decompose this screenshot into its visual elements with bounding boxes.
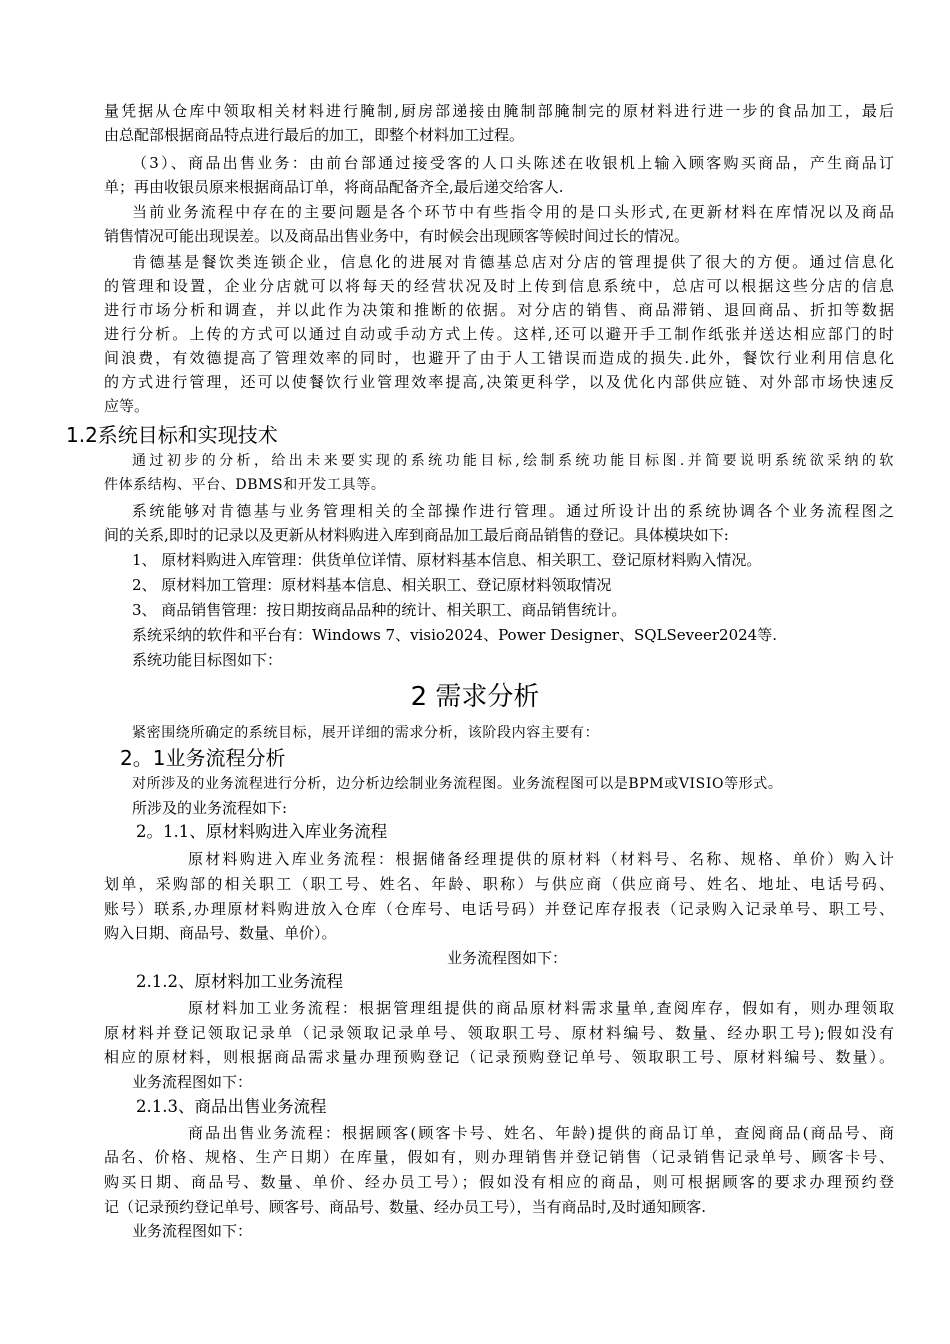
paragraph-line: 购入日期、商品号、数量、单价）。 [104, 924, 337, 942]
paragraph-line: 间的关系,即时的记录以及更新从材料购进入库到商品加工最后商品销售的登记。具体模块如下: [104, 526, 729, 544]
paragraph-line: 账号）联系,办理原材料购进放入仓库（仓库号、电话号码）并登记库存报表（记录购入记录单号、职工号、 [104, 900, 894, 918]
paragraph-line: 品名、价格、规格、生产日期）在库量，假如有，则办理销售并登记销售（记录销售记录单号、顾客卡号、 [104, 1148, 894, 1166]
paragraph-line: 相应的原材料，则根据商品需求量办理预购登记（记录预购登记单号、领取职工号、原材料编号、数量）。 [104, 1048, 894, 1066]
paragraph-line: 原材料购进入库业务流程：根据储备经理提供的原材料（材料号、名称、规格、单价）购入计 [188, 850, 894, 868]
section-heading-1-2: 1.2系统目标和实现技术 [66, 423, 278, 447]
paragraph-line: 所涉及的业务流程如下: [132, 799, 288, 817]
paragraph-line: 原材料并登记领取记录单（记录领取记录单号、领取职工号、原材料编号、数量、经办职工号);假如没有 [104, 1024, 894, 1042]
paragraph-line: 购买日期、商品号、数量、单价、经办员工号）；假如没有相应的商品，则可根据顾客的要求办理预约登 [104, 1173, 894, 1191]
paragraph-line: （3）、商品出售业务：由前台部通过接受客的人口头陈述在收银机上输入顾客购买商品，产生商品订 [132, 154, 894, 172]
paragraph-line: 记（记录预约登记单号、顾客号、商品号、数量、经办员工号），当有商品时,及时通知顾客. [104, 1198, 707, 1216]
instruction-note: 通过初步的分析，给出未来要实现的系统功能目标,绘制系统功能目标图.并简要说明系统欲采纳的软 [132, 453, 894, 469]
instruction-note: 对所涉及的业务流程进行分析，边分析边绘制业务流程图。业务流程图可以是BPM或VISIO等形式。 [132, 776, 783, 792]
diagram-caption: 业务流程图如下： [446, 949, 567, 967]
subsection-heading-2-1-3: 2.1.3、商品出售业务流程 [136, 1097, 327, 1116]
paragraph-line: 间浪费，有效德提高了管理效率的同时，也避开了由于人工错误而造成的损失.此外，餐饮行业利用信息化 [104, 349, 894, 367]
paragraph-line: 进行市场分析和调查，并以此作为决策和推断的依据。对分店的销售、商品滞销、退回商品、折扣等数据 [104, 301, 894, 319]
section-heading-2-1: 2。1业务流程分析 [120, 746, 286, 770]
paragraph-line: 的方式进行管理，还可以使餐饮行业管理效率提高,决策更科学，以及优化内部供应链、对外部市场快速反 [104, 373, 894, 391]
paragraph-line: 销售情况可能出现误差。以及商品出售业务中，有时候会出现顾客等候时间过长的情况。 [104, 227, 690, 245]
subsection-heading-2-1-2: 2.1.2、原材料加工业务流程 [136, 972, 343, 991]
paragraph-line: 当前业务流程中存在的主要问题是各个环节中有些指令用的是口头形式,在更新材料在库情况以及商品 [132, 203, 894, 221]
diagram-caption: 系统功能目标图如下： [132, 651, 283, 669]
diagram-caption: 业务流程图如下： [132, 1073, 253, 1091]
paragraph-line: 应等。 [104, 397, 150, 415]
diagram-caption: 业务流程图如下： [132, 1222, 253, 1240]
list-item: 1、 原材料购进入库管理：供货单位详情、原材料基本信息、相关职工、登记原材料购入情况。 [132, 551, 762, 569]
paragraph-line: 系统能够对肯德基与业务管理相关的全部操作进行管理。通过所设计出的系统协调各个业务流程图之 [132, 502, 894, 520]
subsection-heading-2-1-1: 2。1.1、原材料购进入库业务流程 [136, 822, 388, 841]
paragraph-line: 的管理和设置，企业分店就可以将每天的经营状况及时上传到信息系统中，总店可以根据这些分店的信息 [104, 277, 894, 295]
paragraph-line: 商品出售业务流程：根据顾客(顾客卡号、姓名、年龄)提供的商品订单，查阅商品(商品号、商 [188, 1124, 894, 1142]
paragraph-line: 进行分析。上传的方式可以通过自动或手动方式上传。这样,还可以避开手工制作纸张并送达相应部门的时 [104, 325, 894, 343]
list-item: 3、 商品销售管理：按日期按商品品种的统计、相关职工、商品销售统计。 [132, 601, 627, 619]
instruction-note: 件体系结构、平台、DBMS和开发工具等。 [104, 477, 386, 493]
instruction-note: 紧密围绕所确定的系统目标，展开详细的需求分析，该阶段内容主要有： [132, 725, 600, 741]
paragraph-line: 原材料加工业务流程：根据管理组提供的商品原材料需求量单,查阅库存，假如有，则办理领取 [188, 999, 894, 1017]
paragraph-line: 量凭据从仓库中领取相关材料进行腌制,厨房部递接由腌制部腌制完的原材料进行进一步的食品加工，最后 [104, 102, 894, 120]
chapter-heading-2: 2 需求分析 [410, 682, 540, 712]
list-item: 2、 原材料加工管理：原材料基本信息、相关职工、登记原材料领取情况 [132, 576, 612, 594]
paragraph-line: 划单，采购部的相关职工（职工号、姓名、年龄、职称）与供应商（供应商号、姓名、地址、电话号码、 [104, 875, 894, 893]
paragraph-line: 单；再由收银员原来根据商品订单，将商品配备齐全,最后递交给客人. [104, 178, 564, 196]
paragraph-line: 由总配部根据商品特点进行最后的加工，即整个材料加工过程。 [104, 126, 525, 144]
platform-line: 系统采纳的软件和平台有：Windows 7、visio2024、Power Designer、SQLSeveer2024等. [132, 626, 777, 644]
paragraph-line: 肯德基是餐饮类连锁企业，信息化的进展对肯德基总店对分店的管理提供了很大的方便。通过信息化 [132, 253, 894, 271]
